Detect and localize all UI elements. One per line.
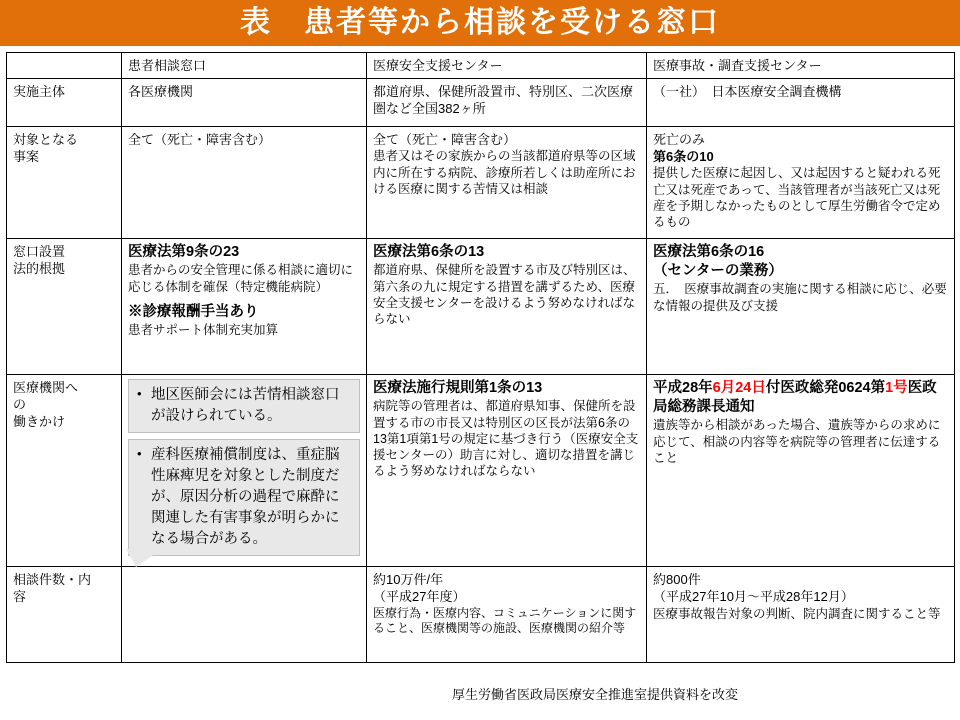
cell-consultation-count-center [367,567,647,663]
cell-line: 約800件 [653,572,701,588]
page-title: 表 患者等から相談を受ける窓口 [240,6,720,39]
cell-line: 全て（死亡・障害含む） [128,132,272,148]
bullet-icon: • [137,446,142,462]
cell-line: （一社） 日本医療安全調査機構 [653,84,842,100]
row-label-target-cases [7,127,122,239]
cell-line-detail: 患者サポート体制充実加算 [128,322,279,337]
column-header-patient-consultation: 患者相談窓口 [122,53,367,79]
cell-line: （平成27年度） [373,589,466,605]
comparison-table [6,52,955,663]
cell-line-article-sub: （センターの業務） [653,263,783,280]
cell-line-article: 医療法第9条の23 [128,244,240,261]
cell-legal-basis-center [367,239,647,375]
table-row [7,239,955,375]
cell-target-cases-patient [122,127,367,239]
cell-spacer [128,295,360,303]
cell-line-article: 医療法第6条の16 [653,244,765,261]
cell-operating-body-patient [122,79,367,127]
cell-line: 全て（死亡・障害含む） [373,132,517,148]
table-header-row [7,53,955,79]
source-note: 厚生労働省医政局医療安全推進室提供資料を改変 [452,687,739,702]
row-label-line1: 相談件数・内 [13,572,92,588]
row-label-consultation-count [7,567,122,663]
cell-line-detail: 五． 医療事故調査の実施に関する相談に応じ、必要な情報の提供及び支援 [653,282,947,313]
column-header-blank [7,53,122,79]
cell-operating-body-investigation [647,79,955,127]
cell-line: （平成27年10月〜平成28年12月） [653,589,854,605]
callout-box-2 [128,439,360,556]
row-label-line1: 対象となる [13,132,79,148]
cell-line-detail: 提供した医療に起因し、又は起因すると疑われる死亡又は死産であって、当該管理者が当該死亡又は死産を予期しなかったものとして厚生労働省令で定めるもの [653,166,941,230]
row-label-line2: 事案 [13,149,40,165]
bullet-icon: • [137,386,142,402]
cell-line-notice: 平成28年6月24日付医政総発0624第1号医政局総務課長通知 [653,380,937,416]
cell-line: 都道府県、保健所設置市、特別区、二次医療圏など全国382ヶ所 [373,84,634,117]
cell-line-detail: 都道府県、保健所を設置する市及び特別区は、第六条の九に規定する措置を講ずるため、医療安全支援センターを設けるよう努めなければならない [373,263,636,327]
row-label-engagement [7,375,122,567]
title-bar [0,0,960,46]
cell-line-detail: 患者又はその家族からの当該都道府県等の区域内に所在する病院、診療所若しくは助産所における医療に関する苦情又は相談 [373,149,636,196]
cell-line-article: 医療法第6条の13 [373,244,485,261]
cell-line-article: 第6条の10 [653,149,714,165]
row-label-line1: 窓口設置 [13,244,66,260]
cell-line-detail: 患者からの安全管理に係る相談に適切に応じる体制を確保（特定機能病院） [128,263,354,294]
cell-consultation-count-patient [122,567,367,663]
cell-engagement-investigation [647,375,955,567]
row-label-operating-body: 実施主体 [7,79,122,127]
cell-line: 約10万件/年 [373,572,444,588]
row-label-line1: 医療機関へ [13,380,79,396]
row-label-legal-basis [7,239,122,375]
callout-tail [126,549,162,567]
cell-line-article: 医療法施行規則第1条の13 [373,380,543,397]
cell-consultation-count-investigation [647,567,955,663]
cell-engagement-patient [122,375,367,567]
table-row [7,375,955,567]
cell-operating-body-center [367,79,647,127]
cell-line: 各医療機関 [128,84,194,100]
cell-target-cases-center [367,127,647,239]
column-header-accident-investigation-center: 医療事故・調査支援センター [647,53,955,79]
cell-line: 死亡のみ [653,132,706,148]
cell-line-note: ※診療報酬手当あり [128,303,259,320]
column-header-safety-support-center: 医療安全支援センター [367,53,647,79]
table-row [7,567,955,663]
row-label-line2: 容 [13,589,27,605]
table-row [7,79,955,127]
cell-line-detail: 医療事故報告対象の判断、院内調査に関すること等 [653,606,941,621]
callout-text: 産科医療補償制度は、重症脳性麻痺児を対象とした制度だが、原因分析の過程で麻酔に関連した有害事象が明らかになる場合がある。 [151,447,340,548]
cell-legal-basis-investigation [647,239,955,375]
row-label-line2: の [13,397,27,413]
cell-line-detail: 医療行為・医療内容、コミュニケーションに関すること、医療機関等の施設、医療機関の紹介等 [373,605,637,636]
cell-line-detail: 遺族等から相談があった場合、遺族等からの求めに応じて、相談の内容等を病院等の管理者に伝達すること [653,418,941,465]
cell-engagement-center [367,375,647,567]
cell-line-detail: 病院等の管理者は、都道府県知事、保健所を設置する市の市長又は特別区の区長が法第6条の13第1項第1号の規定に基づき行う（医療安全支援センターの）助言に対し、適切な措置を講じるよう努めなければならない [373,399,639,479]
table-row [7,127,955,239]
cell-legal-basis-patient [122,239,367,375]
cell-target-cases-investigation [647,127,955,239]
callout-box-1 [128,379,360,433]
row-label-line2: 法的根拠 [13,261,66,277]
callout-text: 地区医師会には苦情相談窓口が設けられている。 [151,387,340,425]
row-label-line3: 働きかけ [13,414,66,430]
